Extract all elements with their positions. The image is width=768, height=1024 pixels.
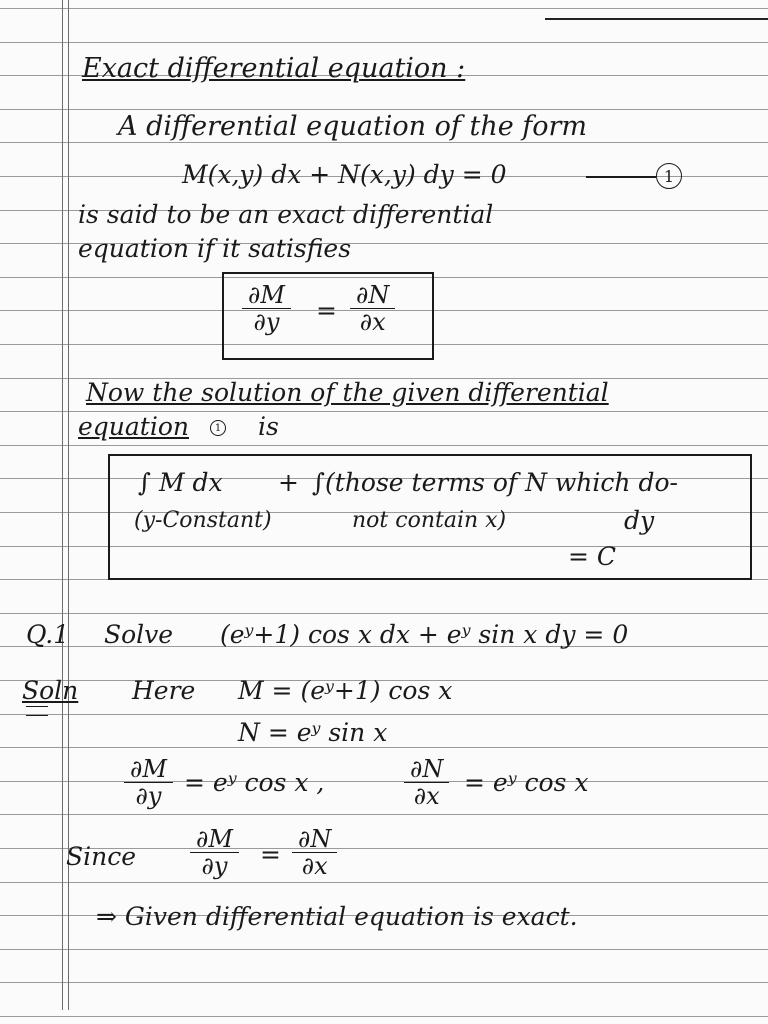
- rule-line: [0, 982, 768, 983]
- solution-here: Here: [132, 676, 196, 705]
- rule-line: [0, 814, 768, 815]
- formula-term-1: ∫ M dx: [138, 468, 223, 497]
- equation-reference-marker: 1: [210, 420, 226, 436]
- fraction-denominator: ∂y: [253, 308, 280, 336]
- page-top-bar: [545, 18, 768, 20]
- fraction-dN-dx: [292, 826, 337, 879]
- since-word: Since: [66, 842, 137, 871]
- fraction-dM-dy: [242, 282, 291, 335]
- page-heading: Exact differential equation :: [82, 53, 466, 84]
- equation-number-marker: 1: [656, 163, 682, 189]
- rule-line: [0, 8, 768, 9]
- condition-equals: =: [316, 296, 337, 325]
- fraction-numerator: ∂M: [124, 756, 173, 783]
- fraction-dN-dx: [350, 282, 395, 335]
- formula-term-2: ∫(those terms of N which do-: [312, 468, 678, 497]
- rule-line: [0, 1016, 768, 1017]
- fraction-denominator: ∂x: [359, 308, 386, 336]
- definition-equation: M(x,y) dx + N(x,y) dy = 0: [182, 160, 507, 189]
- solution-N: N = eʸ sin x: [238, 718, 388, 747]
- rule-line: [0, 142, 768, 143]
- rule-line: [0, 949, 768, 950]
- fraction-dM-dy: [124, 756, 173, 809]
- formula-condition-1: (y-Constant): [134, 508, 272, 533]
- rule-line: [0, 882, 768, 883]
- rule-line: [0, 714, 768, 715]
- solution-M: M = (eʸ+1) cos x: [238, 676, 453, 705]
- fraction-numerator: ∂M: [190, 826, 239, 853]
- solution-statement-line-1: Now the solution of the given differential: [86, 378, 609, 407]
- fraction-numerator: ∂N: [292, 826, 337, 853]
- rule-line: [0, 109, 768, 110]
- double-underline: [26, 706, 48, 716]
- fraction-denominator: ∂y: [135, 782, 162, 810]
- solution-statement-word: equation: [78, 412, 189, 441]
- solution-statement-is: is: [258, 412, 279, 441]
- partial-N-result: = eʸ cos x: [464, 768, 589, 797]
- margin-line: [62, 0, 63, 1010]
- rule-line: [0, 613, 768, 614]
- formula-condition-2: not contain x): [352, 508, 507, 533]
- fraction-dM-dy: [190, 826, 239, 879]
- rule-line: [0, 445, 768, 446]
- solution-label: Soln: [22, 676, 79, 705]
- partial-M-result: = eʸ cos x ,: [184, 768, 325, 797]
- fraction-numerator: ∂N: [404, 756, 449, 783]
- definition-line-2: equation if it satisfies: [78, 234, 352, 263]
- formula-result: = C: [568, 542, 617, 571]
- rule-line: [0, 781, 768, 782]
- formula-dy: dy: [624, 506, 655, 535]
- fraction-denominator: ∂y: [201, 852, 228, 880]
- fraction-denominator: ∂x: [413, 782, 440, 810]
- equation-pointer-line: [586, 176, 656, 178]
- since-equals: =: [260, 840, 281, 869]
- fraction-denominator: ∂x: [301, 852, 328, 880]
- formula-plus: +: [278, 468, 299, 497]
- fraction-dN-dx: [404, 756, 449, 809]
- fraction-numerator: ∂M: [242, 282, 291, 309]
- fraction-numerator: ∂N: [350, 282, 395, 309]
- conclusion: ⇒ Given differential equation is exact.: [96, 902, 578, 931]
- question-equation: (eʸ+1) cos x dx + eʸ sin x dy = 0: [220, 620, 629, 649]
- definition-line-1: is said to be an exact differential: [78, 200, 494, 229]
- question-label: Q.1: [26, 620, 70, 649]
- definition-intro: A differential equation of the form: [118, 111, 588, 142]
- rule-line: [0, 42, 768, 43]
- question-solve-word: Solve: [104, 620, 174, 649]
